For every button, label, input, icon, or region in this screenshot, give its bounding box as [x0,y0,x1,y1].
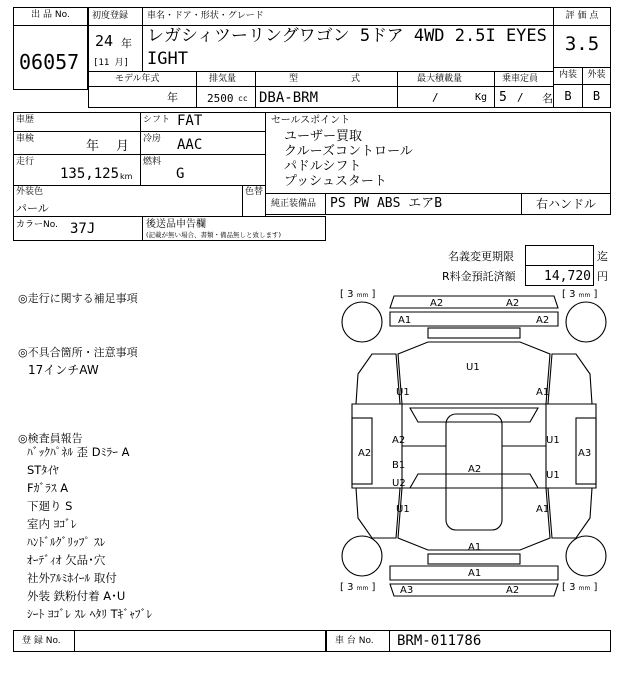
inspection-month-unit: 月 [116,139,130,154]
name-change-field [525,245,594,266]
inspector-item: 社外ｱﾙﾐﾎｲｰﾙ 取付 [27,571,117,585]
sales-point-item: ユーザー買取 [284,129,363,144]
fuel-value: G [176,166,185,182]
inspector-report-label: ◎検査員報告 [18,432,83,445]
displacement-label: 排気量 [209,74,237,84]
first-reg-month: [11 月] [93,58,130,68]
damage-mark: A3 [578,448,592,459]
sales-point-item: プッシュスタート [284,174,387,189]
ac-value: AAC [177,137,203,153]
steering-value: 右ハンドル [536,197,597,211]
displacement-unit: cc [238,94,248,103]
damage-mark: U1 [546,435,560,446]
interior-label: 内装 [558,70,577,80]
corner-label: [ 3 mm ] [562,289,598,300]
model-code: DBA-BRM [259,90,319,106]
capacity-sep: / [517,91,524,104]
sales-point-item: パドルシフト [284,159,362,174]
inspector-item: 下廻り S [27,499,73,513]
color-no-label: カラーNo. [16,220,58,230]
damage-mark: A2 [506,298,520,309]
inspector-item: STﾀｲﾔ [27,463,59,477]
driving-notes-label: ◎走行に関する補足事項 [18,292,138,305]
inspector-item: 室内 ﾖｺﾞﾚ [27,517,77,531]
inspection-label: 車検 [16,134,35,144]
damage-mark: A2 [392,435,406,446]
equipment-items: PS PW ABS エアB [330,196,443,211]
chassis-no-label: 車 台 No. [335,636,374,646]
damage-mark: A2 [358,448,372,459]
exterior-grade: B [592,89,601,103]
vehicle-header-box [88,7,554,72]
capacity-unit: 名 [542,92,553,105]
defect-notes-label: ◎不具合箇所・注意事項 [18,346,138,359]
reg-no-box [13,630,326,652]
history-label: 車歴 [16,115,35,125]
defect-notes-text: 17インチAW [28,363,99,377]
year-unit: 年 [121,37,132,50]
damage-mark: A1 [536,504,550,515]
damage-mark: A1 [468,542,482,553]
recycle-field [525,265,594,286]
tire-front-left [342,302,382,342]
ac-label: 冷房 [143,134,162,144]
score-value: 3.5 [564,33,600,55]
reg-no-label: 登 録 No. [22,636,61,646]
tire-rear-right [566,536,606,576]
damage-mark: U1 [466,362,480,373]
first-reg-year: 24 [95,32,114,50]
shift-label: シフト [143,115,171,125]
tire-front-right [566,302,606,342]
inspector-item: ﾊﾝﾄﾞﾙｸﾞﾘｯﾌﾟ ｽﾚ [27,535,106,549]
mileage-unit: km [120,172,133,181]
color-change-label: 色替 [245,187,264,197]
inspector-item: ｼｰﾄ ﾖｺﾞﾚ ｽﾚ ﾍﾀﾘ Tｷﾞｬﾌﾞﾚ [27,607,153,621]
recycle-label: R料金預託済額 [442,270,516,283]
damage-mark: A2 [468,464,482,475]
type-label: 型 [289,74,299,84]
chassis-no-value: BRM-011786 [397,633,482,649]
capacity-label: 乗車定員 [502,74,539,84]
model-year-label: モデル年式 [115,74,160,84]
shift-value: FAT [177,113,203,129]
damage-mark: B1 [392,460,406,471]
score-label: 評 価 点 [565,11,599,21]
damage-diagram [336,288,612,602]
inspector-item: Fｶﾞﾗｽ A [27,481,69,495]
mileage-value: 135,125 [60,166,120,182]
lot-number: 06057 [19,50,80,74]
interior-grade: B [564,89,572,103]
capacity-value: 5 [499,90,507,105]
equipment-box [265,193,611,215]
damage-mark: A1 [536,387,550,398]
vehicle-label: 車名・ドア・形状・グレード [147,11,264,21]
color-label: 外装色 [16,187,44,197]
sales-point-item: クルーズコントロール [284,144,413,159]
inspection-year-unit: 年 [86,139,100,154]
name-change-suffix: 迄 [597,250,608,263]
damage-mark: A1 [398,315,412,326]
name-change-label: 名義変更期限 [448,250,514,263]
type-label2: 式 [351,74,361,84]
vehicle-name-line2: IGHT [147,49,188,69]
first-reg-label: 初度登録 [92,11,129,21]
corner-label: [ 3 mm ] [340,289,376,300]
document-label: 後送品申告欄 [146,219,206,230]
equipment-label: 純正装備品 [271,199,317,209]
damage-mark: A2 [430,298,444,309]
sales-points-label: セールスポイント [271,115,351,126]
color-no-value: 37J [70,221,96,237]
sales-points-box [265,112,611,194]
spec-box [88,71,554,108]
score-box [553,7,611,108]
lot-box [13,7,88,90]
inspector-item: 外装 鉄粉付着 A･U [27,589,126,603]
corner-label: [ 3 mm ] [340,582,376,593]
inspector-item: ﾊﾞｯｸﾊﾟﾈﾙ 歪 Dﾐﾗｰ A [27,445,130,459]
displacement-value: 2500 [207,92,234,105]
chassis-no-box [326,630,611,652]
model-year-unit: 年 [167,91,178,104]
color-no-box [13,216,326,241]
exterior-label: 外装 [587,70,606,80]
damage-mark: U1 [396,387,410,398]
max-load-label: 最大積載量 [417,74,463,84]
recycle-amount: 14,720 [544,269,591,284]
mileage-label: 走行 [16,157,35,167]
details-box [13,112,266,217]
corner-label: [ 3 mm ] [562,582,598,593]
document-note: (記載が無い場合、書類・備品無しと致します) [146,231,282,239]
damage-mark: A2 [536,315,550,326]
color-value: パール [16,202,49,215]
damage-mark: A2 [506,585,520,596]
damage-mark: A3 [400,585,414,596]
recycle-unit: 円 [597,270,608,283]
damage-mark: U2 [392,478,406,489]
max-load-sep: / [432,91,439,104]
damage-mark: A1 [468,568,482,579]
fuel-label: 燃料 [143,157,162,167]
lot-label: 出 品 No. [31,10,70,20]
damage-mark: U1 [546,470,560,481]
tire-rear-left [342,536,382,576]
vehicle-name: レガシィツーリングワゴン 5ドア 4WD 2.5I EYES [147,26,547,46]
max-load-unit: Kg [475,92,488,103]
inspector-item: ｵｰﾃﾞｨｵ 欠品･穴 [27,553,106,567]
damage-mark: U1 [396,504,410,515]
